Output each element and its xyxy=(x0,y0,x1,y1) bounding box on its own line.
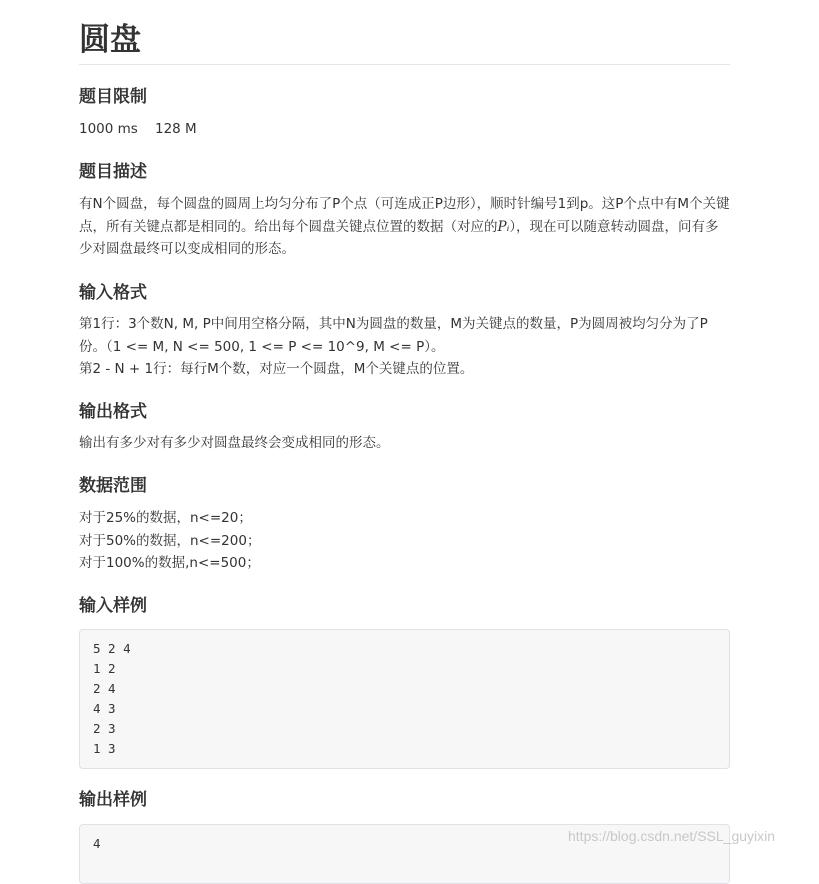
range-line: 对于50%的数据，n<=200； xyxy=(79,532,261,549)
range-line: 对于100%的数据,n<=500； xyxy=(79,555,260,571)
limit-heading: 题目限制 xyxy=(79,87,147,107)
output-heading: 输出格式 xyxy=(79,402,147,422)
desc-part: ），现在可以随意转动圆盘，问有多少对圆盘最终可以变成相同的形态。 xyxy=(79,218,719,257)
sample-input-heading: 输入样例 xyxy=(79,596,147,616)
sample-output-code: 4 xyxy=(79,824,730,884)
math-pi: Pᵢ xyxy=(497,218,510,235)
divider xyxy=(79,64,730,65)
page-title: 圆盘 xyxy=(79,22,141,58)
input-heading: 输入格式 xyxy=(79,283,147,303)
sample-output-heading: 输出样例 xyxy=(79,790,147,810)
input-line: 第2 - N + 1行：每行M个数，对应一个圆盘，M个关键点的位置。 xyxy=(79,361,474,377)
limit-text: 1000 ms 128 M xyxy=(79,121,197,137)
range-heading: 数据范围 xyxy=(79,476,147,496)
desc-text xyxy=(79,193,730,261)
input-line: 第1行：3个数N, M, P中间用空格分隔，其中N为圆盘的数量，M为关键点的数量，P为圆周被均匀分为了P份。（1 <= M, N <= 500, 1 <= P <= 10^9, M <= P）。 xyxy=(79,316,708,355)
sample-input-code: 5 2 4 1 2 2 4 4 3 2 3 1 3 xyxy=(79,629,730,769)
range-text xyxy=(79,507,730,575)
desc-part: 有N个圆盘，每个圆盘的圆周上均匀分布了P个点（可连成正P边形），顺时针编号1到p。这P个点中有M个关键点，所有关键点都是相同的。给出每个圆盘关键点位置的数据（对应的 xyxy=(79,196,730,235)
range-line: 对于25%的数据，n<=20； xyxy=(79,510,252,526)
input-text xyxy=(79,313,730,381)
output-text: 输出有多少对有多少对圆盘最终会变成相同的形态。 xyxy=(79,435,390,451)
desc-heading: 题目描述 xyxy=(79,162,147,182)
watermark: https://blog.csdn.net/SSL_guyixin xyxy=(568,828,776,844)
